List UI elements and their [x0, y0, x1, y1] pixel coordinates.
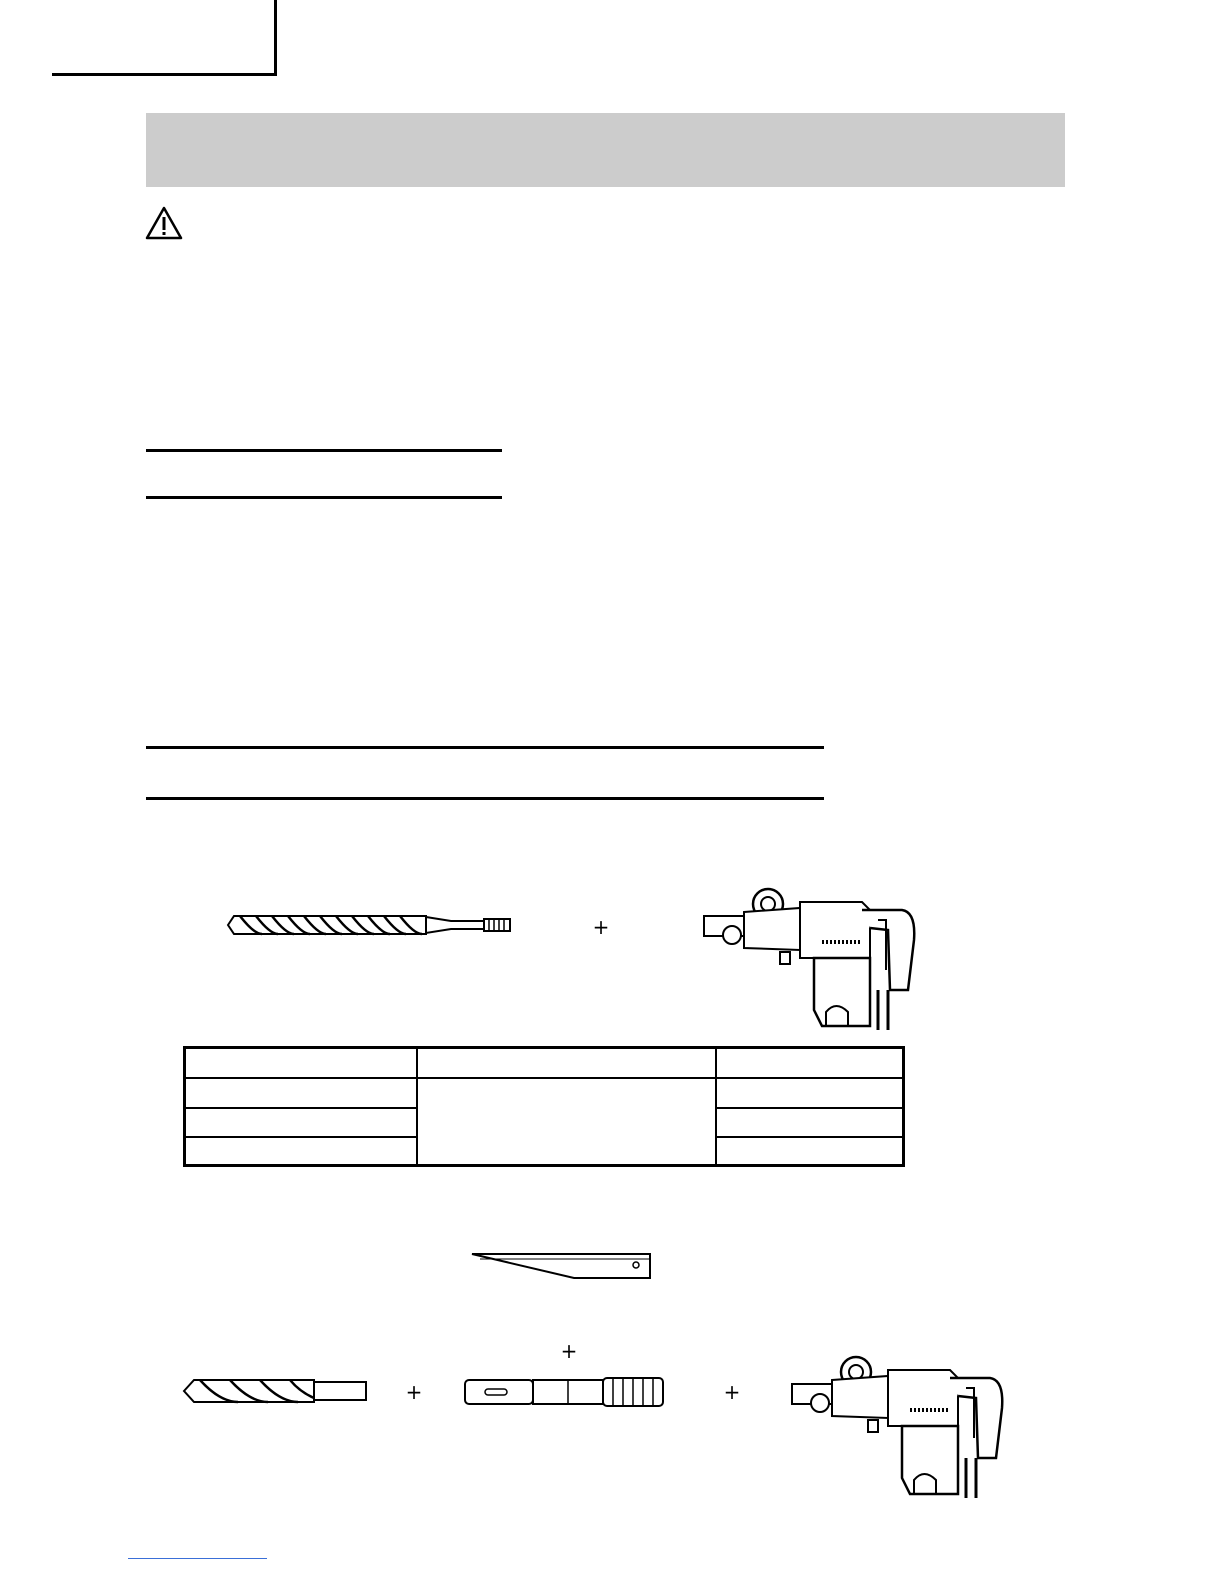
table-cell [185, 1048, 417, 1078]
table-cell [716, 1137, 903, 1166]
rotary-hammer-illustration [790, 1348, 1008, 1500]
page-corner-bracket [52, 0, 277, 76]
subsection-b-top-rule [146, 746, 824, 749]
plus-sign: + [560, 1339, 578, 1363]
warning-triangle-icon [145, 206, 183, 240]
table-cell [716, 1078, 903, 1108]
table-cell [185, 1078, 417, 1108]
table-cell [185, 1137, 417, 1166]
page-link[interactable] [128, 1558, 267, 1559]
twist-drill-bit-illustration [182, 1374, 368, 1408]
masonry-drill-bit-illustration [226, 908, 514, 942]
subsection-a-top-rule [146, 449, 502, 452]
plus-sign: + [405, 1380, 423, 1404]
table-cell [716, 1048, 903, 1078]
taper-shank-adapter-illustration [463, 1376, 667, 1408]
plus-sign: + [723, 1380, 741, 1404]
rotary-hammer-illustration [702, 880, 920, 1032]
table-row [185, 1078, 904, 1108]
table-cell [716, 1108, 903, 1137]
cotter-wedge-illustration [470, 1250, 654, 1280]
section-heading-bar [146, 113, 1065, 187]
table-cell [417, 1048, 717, 1078]
table-header-row [185, 1048, 904, 1078]
subsection-a-bottom-rule [146, 496, 502, 499]
table-cell-merged [417, 1078, 717, 1166]
table-cell [185, 1108, 417, 1137]
plus-sign: + [592, 915, 610, 939]
subsection-b-bottom-rule [146, 797, 824, 800]
accessory-table [183, 1046, 905, 1167]
